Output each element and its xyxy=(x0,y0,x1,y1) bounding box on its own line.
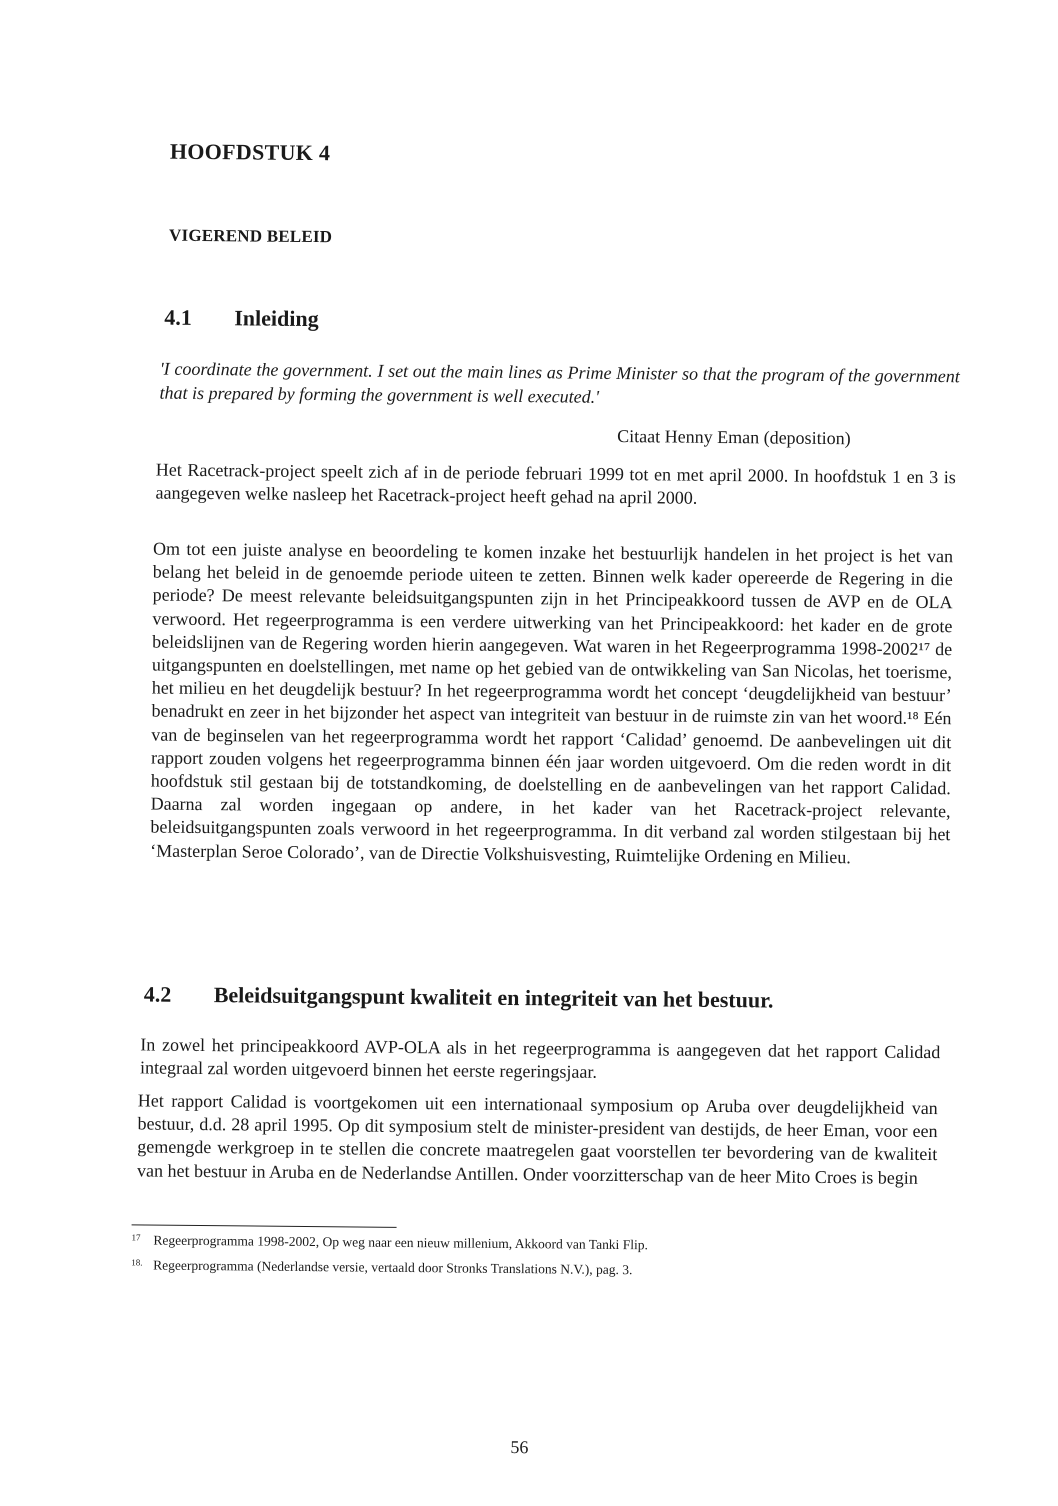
footnote-text: Regeerprogramma (Nederlandse versie, vertaald door Stronks Translations N.V.), pag. 3. xyxy=(153,1257,633,1278)
section-title: Inleiding xyxy=(234,305,319,332)
paragraph: Om tot een juiste analyse en beoordeling te komen inzake het bestuurlijk handelen in het project is het van belang het beleid in de genoemde periode uiteen te zetten. Binnen welk kader opereerde de Regering in die periode? De meest relevante beleidsuitgangspunten zijn in het Principeakkoord tussen de AVP en de OLA verwoord. Het regeerprogramma is een verdere uitwerking van het Principeakkoord: het kader en de grote beleidslijnen van de Regering worden hierin aangegeven. Wat waren in het Regeerprogramma 1998-2002¹⁷ de uitgangspunten en doelstellingen, met name op het gebied van de ontwikkeling van San Nicolas, het toerisme, het milieu en het deugdelijk bestuur? In het regeerprogramma wordt het concept ‘deugdelijkheid van bestuur’ benadrukt en zeer in het bijzonder het aspect van integriteit van bestuur in de ruimste zin van het woord.¹⁸ Eén van de beginselen van het regeerprogramma wordt het rapport ‘Calidad’ genoemd. De aanbevelingen uit dit rapport zouden volgens het regeerprogramma binnen één jaar worden uitgevoerd. Om die reden wordt in dit hoofdstuk stil gestaan bij de totstandkoming, de doelstelling en de aanbevelingen van het rapport Calidad. Daarna zal worden ingegaan op andere, in het kader van het Racetrack-project relevante, beleidsuitgangspunten zoals verwoord in het regeerprogramma. In dit verband zal worden stilgestaan bij het ‘Masterplan Seroe Colorado’, van de Directie Volkshuisvesting, Ruimtelijke Ordening en Milieu. xyxy=(150,538,954,867)
chapter-subtitle: VIGEREND BELEID xyxy=(168,225,333,247)
footnote-mark: 18. xyxy=(131,1257,143,1268)
paragraph: In zowel het principeakkoord AVP-OLA als in het regeerprogramma is aangegeven dat het rapport Calidad integraal zal worden uitgevoerd binnen het eerste regeringsjaar. xyxy=(140,1034,941,1083)
section-title: Beleidsuitgangspunt kwaliteit en integriteit van het bestuur. xyxy=(213,982,774,1013)
quote-attribution: Citaat Henny Eman (deposition) xyxy=(617,425,851,449)
footnote-17 xyxy=(131,1232,648,1253)
chapter-title: HOOFDSTUK 4 xyxy=(169,138,331,166)
paragraph: Het Racetrack-project speelt zich af in de periode februari 1999 tot en met april 2000. In hoofdstuk 1 en 3 is aangegeven welke nasleep het Racetrack-project heeft gehad na april 2000. xyxy=(155,459,956,508)
section-heading-4-1 xyxy=(164,305,319,332)
footnote-mark: 17 xyxy=(131,1232,141,1243)
footnote-18 xyxy=(131,1257,632,1278)
page-number: 56 xyxy=(510,1437,529,1458)
section-heading-4-2 xyxy=(144,981,774,1013)
footnote-text: Regeerprogramma 1998-2002, Op weg naar een nieuw millenium, Akkoord van Tanki Flip. xyxy=(153,1232,648,1253)
epigraph-quote: 'I coordinate the government. I set out the main lines as Prime Minister so that the program of the government that is prepared by forming the government is well executed.' xyxy=(159,358,960,407)
section-number: 4.1 xyxy=(164,304,192,330)
paragraph: Het rapport Calidad is voortgekomen uit een internationaal symposium op Aruba over deugdelijkheid van bestuur, d.d. 28 april 1995. Op dit symposium stelt de minister-president van destijds, de heer Eman, voor een gemengde werkgroep in te stellen die concrete maatregelen gaat voorstellen ter bevordering van de kwaliteit van het bestuur in Aruba en de Nederlandse Antillen. Onder voorzitterschap van de heer Mito Croes is begin xyxy=(137,1090,938,1188)
section-number: 4.2 xyxy=(143,981,172,1007)
footnote-separator xyxy=(132,1224,397,1228)
